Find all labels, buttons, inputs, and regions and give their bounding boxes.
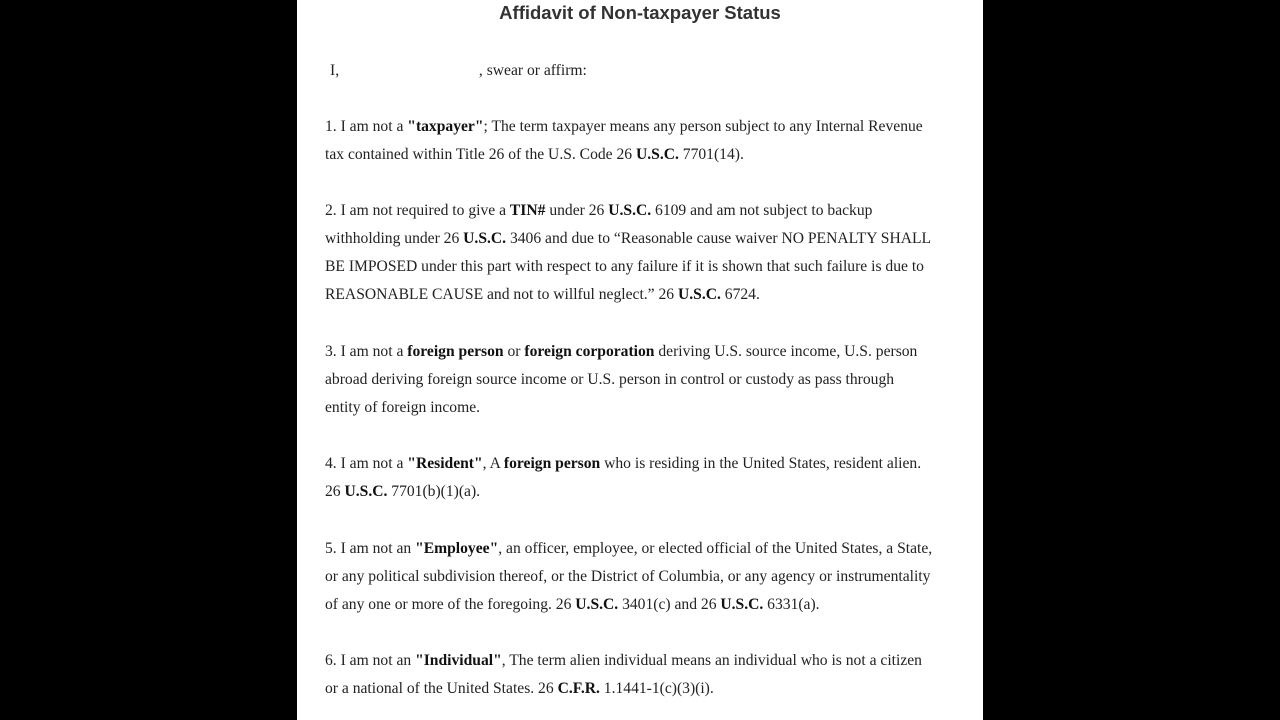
bold-term: U.S.C. (678, 286, 721, 303)
intro-prefix: I, (330, 62, 340, 79)
clause-text: or (503, 343, 525, 360)
clause-text: deriving U.S. source income, U.S. person (654, 343, 918, 360)
clause-text: 5. I am not an (325, 540, 416, 557)
clause-line (325, 202, 872, 220)
clause-text: 7701(14). (678, 146, 744, 163)
clause-line (325, 118, 923, 136)
clause-text: 6724. (720, 286, 760, 303)
clause-text: entity of foreign income. (325, 399, 481, 416)
bold-term: foreign corporation (524, 343, 655, 360)
clause-line (325, 483, 480, 501)
clause-line (325, 652, 922, 670)
bold-term: U.S.C. (636, 146, 679, 163)
clause-line (325, 540, 932, 558)
bold-term: "Individual" (415, 652, 502, 669)
clause-text: 6. I am not an (325, 652, 416, 669)
clause-text: , an officer, employee, or elected official of the United States, a State, (498, 540, 933, 557)
clause-line (325, 680, 714, 698)
bold-term: U.S.C. (575, 596, 619, 613)
clause-text: 7701(b)(1)(a). (387, 483, 481, 500)
clause-text: abroad deriving foreign source income or U.S. person in control or custody as pass through (325, 371, 895, 388)
bold-term: "Employee" (415, 540, 499, 557)
bold-term: U.S.C. (344, 483, 388, 500)
clause-text: tax contained within Title 26 of the U.S. Code 26 (325, 146, 636, 163)
bold-term: foreign person (503, 455, 601, 472)
clause-text: of any one or more of the foregoing. 26 (325, 596, 576, 613)
intro-suffix: , swear or affirm: (478, 62, 587, 79)
clause-line (325, 343, 917, 361)
clause-text: 2. I am not required to give a (325, 202, 510, 219)
clause-line (325, 568, 930, 586)
clause-text: , The term alien individual means an individual who is not a citizen (501, 652, 922, 669)
clause-text: BE IMPOSED under this part with respect to any failure if it is shown that such failure is due to (325, 258, 924, 275)
bold-term: "taxpayer" (407, 118, 484, 135)
bold-term: U.S.C. (608, 202, 652, 219)
clause-text: 3. I am not a (325, 343, 408, 360)
bold-term: U.S.C. (720, 596, 764, 613)
clause-text: 3406 and due to “Reasonable cause waiver NO PENALTY SHALL (506, 230, 932, 247)
clause-text: , A (482, 455, 504, 472)
clause-line (325, 371, 894, 389)
clause-text: withholding under 26 (325, 230, 464, 247)
clause-line (325, 399, 480, 417)
clause-line (325, 596, 820, 614)
clause-text: 1. I am not a (325, 118, 408, 135)
clause-text: 6109 and am not subject to backup (651, 202, 873, 219)
clause-line (325, 258, 924, 276)
clause-line (325, 286, 760, 304)
document-title: Affidavit of Non-taxpayer Status (499, 2, 781, 23)
clause-text: under 26 (545, 202, 609, 219)
clause-text: 1.1441-1(c)(3)(i). (599, 680, 714, 697)
clause-line (325, 455, 921, 473)
bold-term: U.S.C. (463, 230, 507, 247)
clause-text: or a national of the United States. 26 (325, 680, 558, 697)
clause-text: who is residing in the United States, resident alien. (600, 455, 922, 472)
clause-text: or any political subdivision thereof, or the District of Columbia, or any agency or instrumentality (325, 568, 931, 585)
clause-text: 4. I am not a (325, 455, 408, 472)
clause-text: 26 (325, 483, 345, 500)
clause-line (325, 146, 744, 164)
intro-line (330, 62, 587, 80)
bold-term: foreign person (407, 343, 504, 360)
clause-text: ; The term taxpayer means any person subject to any Internal Revenue (483, 118, 923, 135)
clause-text: REASONABLE CAUSE and not to willful neglect.” 26 (325, 286, 678, 303)
clause-text: 3401(c) and 26 (618, 596, 721, 613)
clause-text: 6331(a). (763, 596, 820, 613)
bold-term: C.F.R. (557, 680, 600, 697)
document-page (297, 0, 983, 720)
bold-term: TIN# (509, 202, 546, 219)
bold-term: "Resident" (407, 455, 483, 472)
clause-line (325, 230, 931, 248)
